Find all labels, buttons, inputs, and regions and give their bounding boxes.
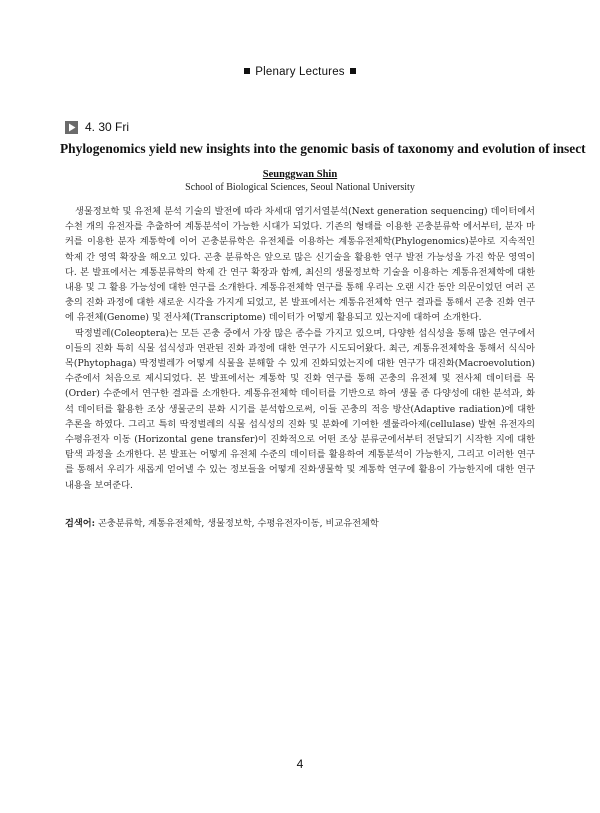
section-header — [0, 66, 600, 78]
abstract-paragraph: 생물정보학 및 유전체 분석 기술의 발전에 따라 차세대 염기서열분석(Next generation sequencing) 데이터에서 수천 개의 유전자를 추출하여 계통분석이 가능한 시대가 되었다. 기존의 형태를 이용한 곤충분류학 에서부터, 분자 마커를 이용한 분자 계통학에 이어 곤충분류학은 유전체를 이용하는 계통유전체학(Phylogenomics)분야로 지속적인 학제 간 영역 확장을 해오고 있다. 곤충 분류학은 앞으로 많은 신기술을 활용한 연구 발전 가능성을 가진 학문 영역이다. 본 발표에서는 계통분류학의 학제 간 연구 확장과 함께, 최신의 생물정보학 기술을 이용하는 계통유전체학에 대한 내용 및 그 활용 가능성에 대한 연구를 소개한다. 계통유전체학 연구를 통해 우리는 오랜 시간 동안 의문이었던 여러 곤충의 진화 과정에 대한 새로운 시각을 가지게 되었고, 본 발표에서는 계통유전체학 연구 결과를 통해서 곤충 진화 연구에 유전체(Genome) 및 전사체(Transcriptome) 데이터가 어떻게 활용되고 있는지에 대하여 소개한다. — [65, 206, 535, 324]
paper-title: Phylogenomics yield new insights into the genomic basis of taxonomy and evolution of insect — [60, 141, 586, 156]
abstract-paragraph: 딱정벌레(Coleoptera)는 모든 곤충 중에서 가장 많은 종수를 가지고 있으며, 다양한 섭식성을 통해 많은 연구에서 이들의 진화 특히 식물 섭식성과 연관된 진화 과정에 대한 연구가 시도되어왔다. 최근, 계통유전체학을 통해서 식식아목(Phytophaga) 딱정벌레가 어떻게 식물을 분해할 수 있게 진화되었는지에 대한 연구가 대진화(Macroevolution) 수준에서 처음으로 제시되었다. 본 발표에서는 계통학 및 진화 연구를 통해 곤충의 유전체 및 전사체 데이터를 목(Order) 수준에서 연구한 결과를 소개한다. 계통유전체학 데이터를 기반으로 하여 생물 종 다양성에 대한 분석과, 화석 데이터를 활용한 조상 생물군의 분화 시기를 분석함으로써, 이들 곤충의 적응 방산(Adaptive radiation)에 대한 추론을 하였다. 그리고 특히 딱정벌레의 식물 섭식성의 진화 및 분화에 기여한 셀룰라아제(cellulase) 발현 유전자의 수평유전자 이동 (Horizontal gene transfer)이 진화적으로 어떤 조상 분류군에서부터 전달되기 시작한 지에 대한 탐색 과정을 소개한다. 본 발표는 어떻게 유전체 수준의 데이터를 활용하여 계통분석이 가능한지, 그리고 이러한 연구를 통해서 우리가 새롭게 얻어낼 수 있는 정보들을 어떻게 진화생물학 및 계통학 연구에 활용이 가능한지에 대한 연구 내용을 보여준다. — [65, 327, 535, 491]
square-bullet-icon — [244, 68, 250, 74]
keywords — [65, 516, 535, 531]
author-name: Seunggwan Shin — [262, 169, 338, 180]
session-date-row — [65, 120, 129, 134]
square-bullet-icon — [350, 68, 356, 74]
play-arrow-icon — [65, 121, 78, 134]
author-affiliation: School of Biological Sciences, Seoul National University — [185, 182, 415, 193]
section-title: Plenary Lectures — [255, 66, 345, 78]
abstract — [65, 204, 535, 493]
session-date: 4. 30 Fri — [85, 120, 130, 134]
keywords-label: 검색어: — [65, 518, 96, 529]
keywords-list: 곤충분류학, 계통유전체학, 생물정보학, 수평유전자이동, 비교유전체학 — [97, 518, 379, 529]
page-number: 4 — [296, 757, 304, 771]
